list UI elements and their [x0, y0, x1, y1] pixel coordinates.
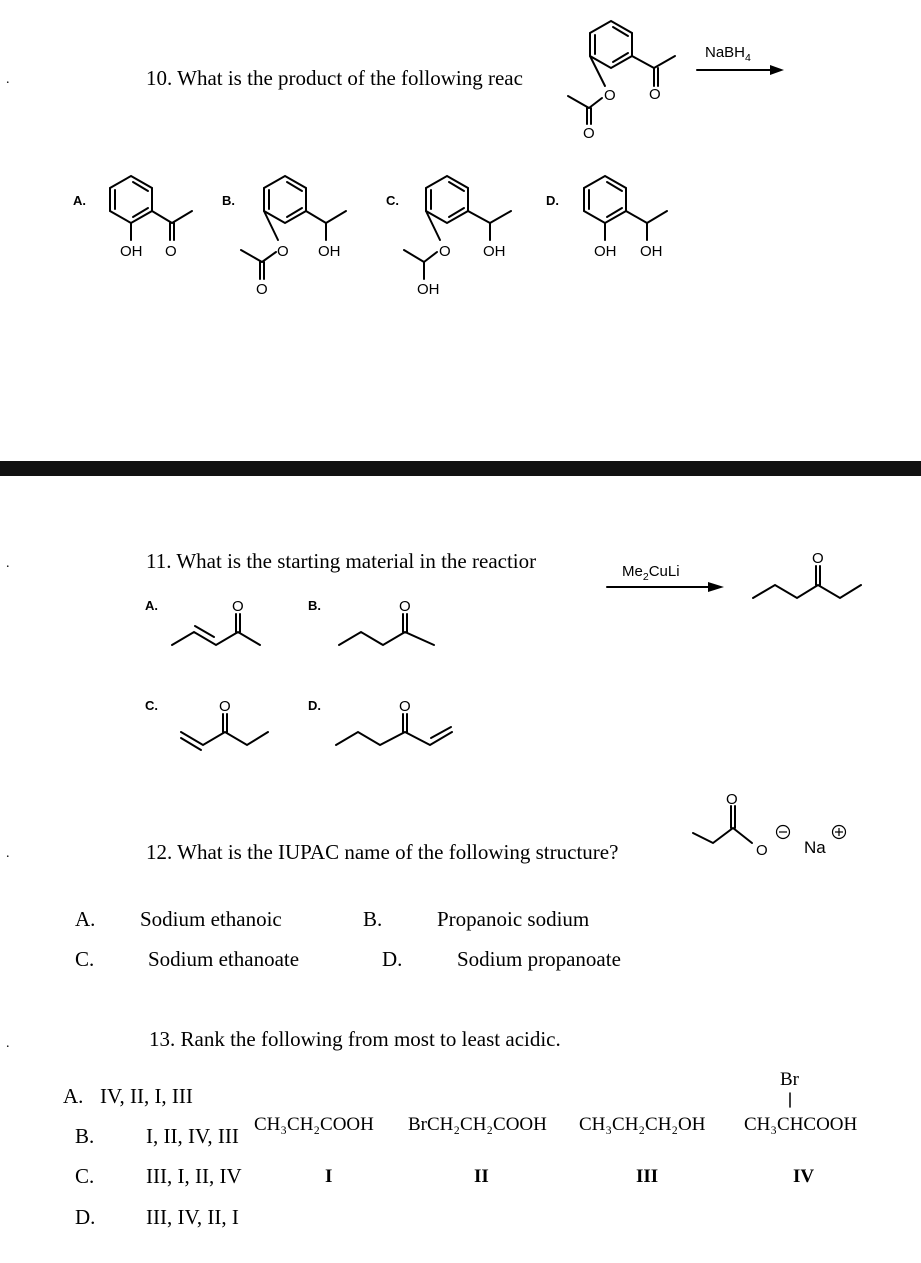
- q11-product-o: O: [812, 550, 824, 567]
- q10-choice-c-label[interactable]: C.: [386, 193, 399, 208]
- q13-numeral-ii: II: [474, 1166, 489, 1187]
- q10-c-oh-bottom: OH: [417, 281, 440, 298]
- q10-reactant-structure: [568, 21, 784, 124]
- q12-counterion: Na: [804, 838, 826, 857]
- q11-reagent: $Me_2CuLi$: [622, 563, 680, 583]
- q12-question: 12. What is the IUPAC name of the following structure?: [146, 840, 619, 864]
- q11-a-o: O: [232, 598, 244, 615]
- marker-q12: .: [6, 846, 10, 861]
- q10-reactant-o-ketone: O: [649, 86, 661, 103]
- q13-compound-iii-formula: CH₃CH₂CH₂OH: [579, 1114, 706, 1135]
- q11-choice-c-label[interactable]: C.: [145, 698, 158, 713]
- q11-arrow: [607, 582, 724, 592]
- q12-choice-a-letter[interactable]: A.: [75, 907, 96, 931]
- q13-numeral-iv: IV: [793, 1166, 815, 1187]
- q11-choice-b-structure: [339, 614, 434, 645]
- q10-choice-a-label[interactable]: A.: [73, 193, 86, 208]
- q13-choice-b-text[interactable]: I, II, IV, III: [146, 1124, 239, 1148]
- q11-choice-b-label[interactable]: B.: [308, 598, 321, 613]
- q10-choice-c-structure: [404, 176, 511, 279]
- q10-d-oh-left: OH: [594, 243, 617, 260]
- q12-choice-a-text[interactable]: Sodium ethanoic: [140, 907, 282, 931]
- q10-b-o-carbonyl: O: [256, 281, 268, 298]
- q13-numeral-i: I: [325, 1166, 333, 1187]
- section-divider: [0, 461, 921, 476]
- q11-choice-a-structure: [172, 614, 260, 645]
- q10-choice-d-structure: [584, 176, 667, 240]
- q13-question: 13. Rank the following from most to least acidic.: [149, 1027, 561, 1051]
- q13-choice-a-text[interactable]: IV, II, I, III: [100, 1084, 193, 1108]
- marker-q10: .: [6, 72, 10, 87]
- q13-numeral-iii: III: [636, 1166, 659, 1187]
- q10-choice-d-label[interactable]: D.: [546, 193, 559, 208]
- q10-choice-b-label[interactable]: B.: [222, 193, 235, 208]
- q10-choice-a-structure: [110, 176, 192, 240]
- q10-b-o-ester: O: [277, 243, 289, 260]
- q10-c-oh-right: OH: [483, 243, 506, 260]
- q11-choice-a-label[interactable]: A.: [145, 598, 158, 613]
- q13-choice-d-letter[interactable]: D.: [75, 1205, 96, 1229]
- q12-choice-b-text[interactable]: Propanoic sodium: [437, 907, 590, 931]
- q10-question: 10. What is the product of the following reac: [146, 66, 523, 90]
- q11-choice-d-label[interactable]: D.: [308, 698, 321, 713]
- q10-reactant-o-ester: O: [604, 87, 616, 104]
- q13-choice-b-letter[interactable]: B.: [75, 1124, 95, 1148]
- q12-choice-d-letter[interactable]: D.: [382, 947, 403, 971]
- q13-compound-iv-formula: CH₃CHCOOH: [744, 1114, 858, 1135]
- q12-o-anion: O: [756, 842, 768, 859]
- q11-c-o: O: [219, 698, 231, 715]
- q11-choice-d-structure: [336, 714, 452, 745]
- q10-reagent: NaBH$_4$: [705, 44, 751, 64]
- q10-choice-b-structure: [241, 176, 346, 279]
- q10-a-o: O: [165, 243, 177, 260]
- q10-d-oh-right: OH: [640, 243, 663, 260]
- marker-q13: .: [6, 1036, 10, 1051]
- q12-o-carbonyl: O: [726, 791, 738, 808]
- q11-product-structure: [753, 566, 861, 598]
- q11-b-o: O: [399, 598, 411, 615]
- marker-q11: .: [6, 556, 10, 571]
- q10-c-o-ether: O: [439, 243, 451, 260]
- q13-compound-iv-substituent: Br: [780, 1069, 799, 1090]
- q11-d-o: O: [399, 698, 411, 715]
- q13-compound-i-formula: CH₃CH₂COOH: [254, 1114, 374, 1135]
- q10-a-oh: OH: [120, 243, 143, 260]
- q11-question: 11. What is the starting material in the reactior: [146, 549, 537, 573]
- q13-choice-a-letter[interactable]: A.: [63, 1084, 84, 1108]
- q13-choice-d-text[interactable]: III, IV, II, I: [146, 1205, 239, 1229]
- q10-b-oh: OH: [318, 243, 341, 260]
- q13-choice-c-text[interactable]: III, I, II, IV: [146, 1164, 242, 1188]
- q13-compound-ii-formula: BrCH₂CH₂COOH: [408, 1114, 547, 1135]
- q12-choice-b-letter[interactable]: B.: [363, 907, 383, 931]
- q13-choice-c-letter[interactable]: C.: [75, 1164, 95, 1188]
- q10-reactant-o-carbonyl: O: [583, 125, 595, 142]
- q12-choice-d-text[interactable]: Sodium propanoate: [457, 947, 621, 971]
- q11-choice-c-structure: [181, 714, 268, 750]
- q12-choice-c-text[interactable]: Sodium ethanoate: [148, 947, 300, 971]
- q12-choice-c-letter[interactable]: C.: [75, 947, 95, 971]
